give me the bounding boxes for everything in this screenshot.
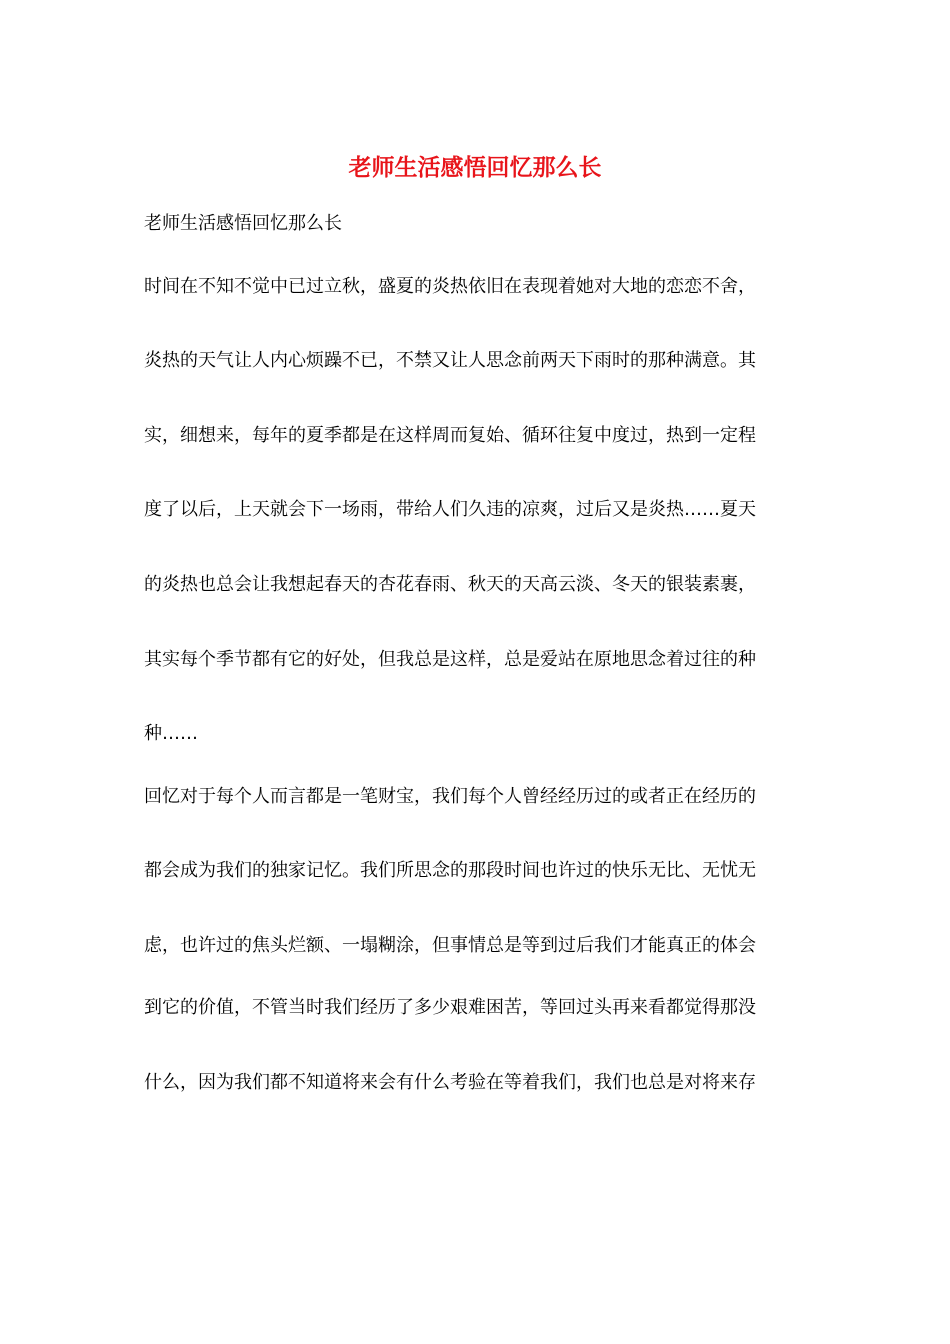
body-line: 到它的价值，不管当时我们经历了多少艰难困苦，等回过头再来看都觉得那没 (144, 997, 756, 1018)
document-subtitle: 老师生活感悟回忆那么长 (144, 213, 342, 234)
body-line: 实，细想来，每年的夏季都是在这样周而复始、循环往复中度过，热到一定程 (144, 425, 756, 446)
body-line: 什么，因为我们都不知道将来会有什么考验在等着我们，我们也总是对将来存 (144, 1072, 756, 1093)
document-title: 老师生活感悟回忆那么长 (348, 154, 602, 181)
body-line: 种…… (144, 723, 198, 744)
body-line: 其实每个季节都有它的好处，但我总是这样，总是爱站在原地思念着过往的种 (144, 649, 756, 670)
body-line: 时间在不知不觉中已过立秋，盛夏的炎热依旧在表现着她对大地的恋恋不舍， (144, 276, 756, 297)
body-line: 回忆对于每个人而言都是一笔财宝，我们每个人曾经经历过的或者正在经历的 (144, 786, 756, 807)
body-line: 度了以后，上天就会下一场雨，带给人们久违的凉爽，过后又是炎热……夏天 (144, 499, 756, 520)
body-line: 都会成为我们的独家记忆。我们所思念的那段时间也许过的快乐无比、无忧无 (144, 860, 756, 881)
body-line: 的炎热也总会让我想起春天的杏花春雨、秋天的天高云淡、冬天的银装素裹， (144, 574, 756, 595)
body-line: 炎热的天气让人内心烦躁不已，不禁又让人思念前两天下雨时的那种满意。其 (144, 350, 756, 371)
body-line: 虑，也许过的焦头烂额、一塌糊涂，但事情总是等到过后我们才能真正的体会 (144, 935, 756, 956)
